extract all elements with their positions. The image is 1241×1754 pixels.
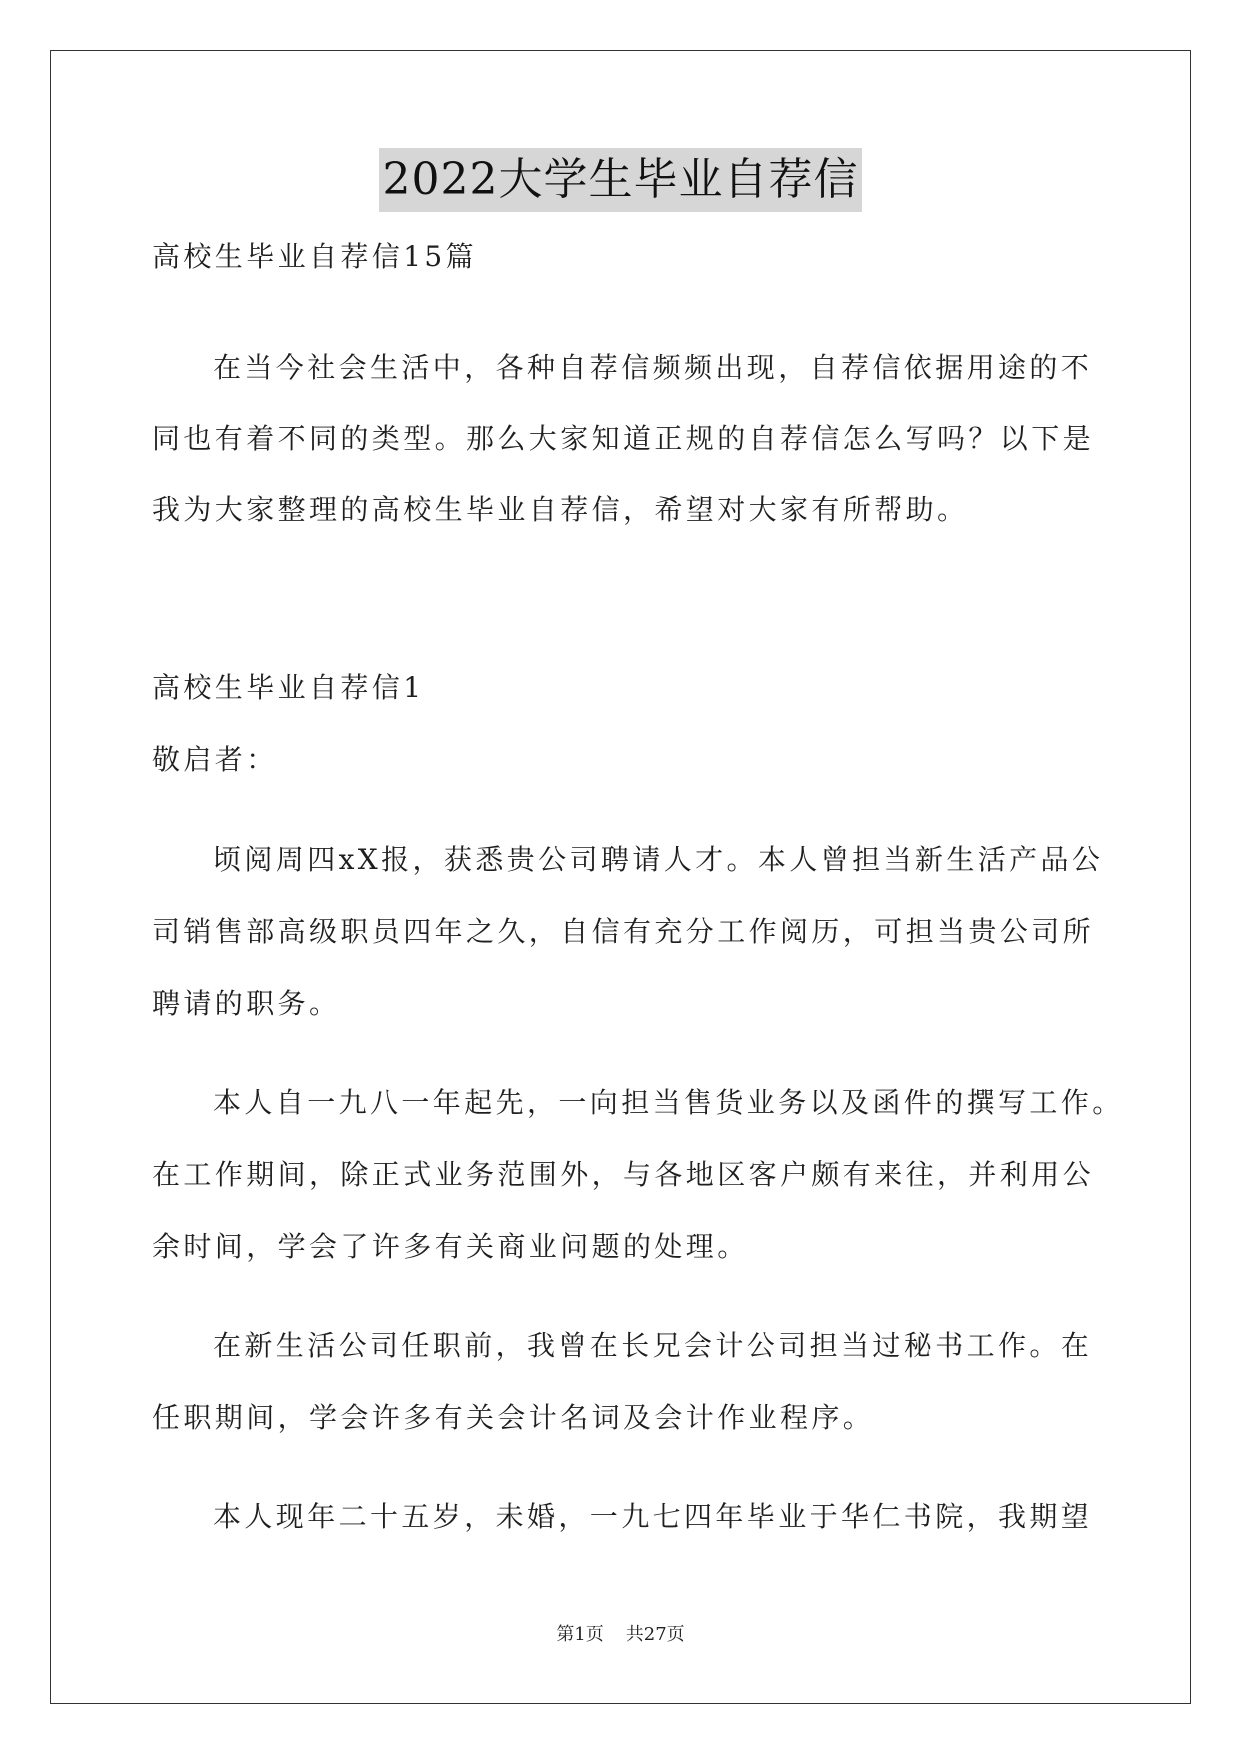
intro-line: 我为大家整理的高校生毕业自荐信，希望对大家有所帮助。: [152, 493, 969, 526]
page-footer: [0, 1623, 1241, 1647]
title-container: [0, 148, 1241, 212]
paragraph-line: 在工作期间，除正式业务范围外，与各地区客户颇有来往，并利用公: [152, 1158, 1095, 1191]
paragraph-line: 本人自一九八一年起先，一向担当售货业务以及函件的撰写工作。: [213, 1086, 1124, 1119]
paragraph-line: 聘请的职务。: [152, 987, 341, 1020]
paragraph-line: 在新生活公司任职前，我曾在长兄会计公司担当过秘书工作。在: [213, 1329, 1093, 1362]
total-pages: 共27页: [625, 1624, 685, 1645]
paragraph-line: 本人现年二十五岁，未婚，一九七四年毕业于华仁书院，我期望: [213, 1500, 1093, 1533]
salutation: 敬启者：: [152, 743, 278, 776]
section-heading: 高校生毕业自荐信1: [152, 671, 425, 704]
document-title: 2022大学生毕业自荐信: [379, 148, 863, 212]
paragraph-line: 任职期间，学会许多有关会计名词及会计作业程序。: [152, 1401, 875, 1434]
document-subtitle: 高校生毕业自荐信15篇: [152, 240, 478, 273]
paragraph-line: 顷阅周四xX报，获悉贵公司聘请人才。本人曾担当新生活产品公: [213, 843, 1104, 876]
paragraph-line: 余时间，学会了许多有关商业问题的处理。: [152, 1230, 749, 1263]
intro-line: 在当今社会生活中，各种自荐信频频出现，自荐信依据用途的不: [213, 351, 1093, 384]
intro-line: 同也有着不同的类型。那么大家知道正规的自荐信怎么写吗？以下是: [152, 422, 1095, 455]
current-page-number: 第1页: [556, 1624, 604, 1645]
paragraph-line: 司销售部高级职员四年之久，自信有充分工作阅历，可担当贵公司所: [152, 915, 1095, 948]
